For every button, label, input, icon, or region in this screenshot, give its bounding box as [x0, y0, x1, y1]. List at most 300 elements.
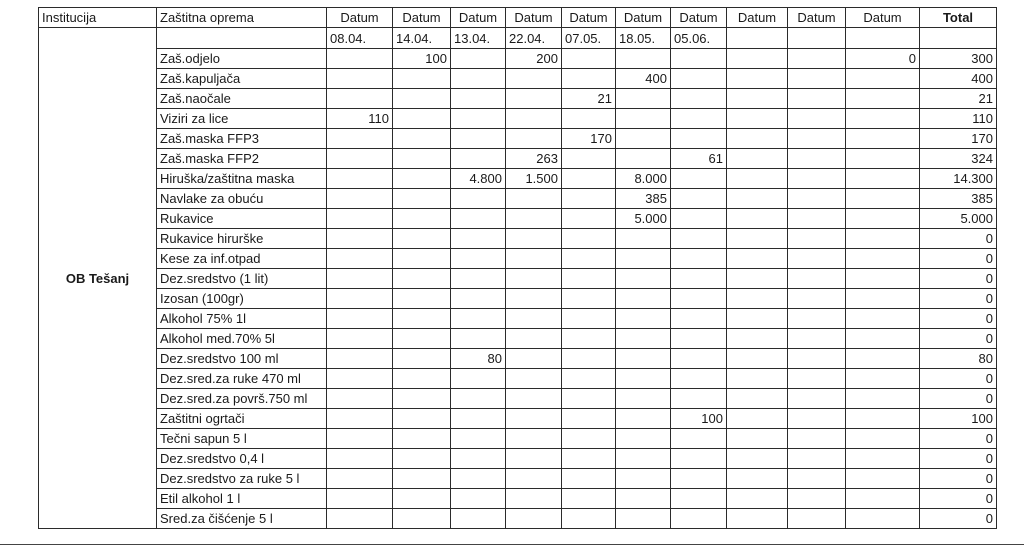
quantity-cell [727, 329, 788, 349]
quantity-cell [727, 69, 788, 89]
quantity-cell [846, 109, 920, 129]
quantity-cell [393, 509, 451, 529]
table-row [39, 489, 997, 509]
date-cell: 13.04. [451, 28, 506, 49]
quantity-cell [846, 309, 920, 329]
row-total: 400 [920, 69, 997, 89]
quantity-cell [451, 329, 506, 349]
row-total: 0 [920, 389, 997, 409]
quantity-cell [788, 229, 846, 249]
quantity-cell [727, 49, 788, 69]
row-total: 0 [920, 449, 997, 469]
quantity-cell [616, 509, 671, 529]
quantity-cell [671, 229, 727, 249]
quantity-cell [788, 449, 846, 469]
row-total: 0 [920, 329, 997, 349]
quantity-cell: 8.000 [616, 169, 671, 189]
quantity-cell [393, 429, 451, 449]
quantity-cell: 110 [327, 109, 393, 129]
equipment-item: Izosan (100gr) [157, 289, 327, 309]
date-header: Datum [327, 8, 393, 28]
quantity-cell [727, 229, 788, 249]
quantity-cell [393, 129, 451, 149]
equipment-item: Alkohol 75% 1l [157, 309, 327, 329]
quantity-cell [562, 469, 616, 489]
quantity-cell [327, 369, 393, 389]
quantity-cell [671, 209, 727, 229]
quantity-cell [616, 269, 671, 289]
quantity-cell [393, 349, 451, 369]
quantity-cell [846, 469, 920, 489]
equipment-item: Dez.sredstvo za ruke 5 l [157, 469, 327, 489]
quantity-cell [671, 169, 727, 189]
row-total: 0 [920, 269, 997, 289]
quantity-cell [451, 509, 506, 529]
quantity-cell [393, 149, 451, 169]
equipment-item: Rukavice hirurške [157, 229, 327, 249]
quantity-cell [671, 349, 727, 369]
table-row [39, 429, 997, 449]
table-row [39, 289, 997, 309]
table-row [39, 369, 997, 389]
table-row [39, 69, 997, 89]
quantity-cell [327, 289, 393, 309]
quantity-cell [788, 109, 846, 129]
table-row [39, 109, 997, 129]
quantity-cell [451, 229, 506, 249]
quantity-cell: 100 [671, 409, 727, 429]
quantity-cell [616, 389, 671, 409]
row-total: 0 [920, 489, 997, 509]
quantity-cell [671, 69, 727, 89]
quantity-cell [727, 209, 788, 229]
quantity-cell [562, 349, 616, 369]
quantity-cell [616, 229, 671, 249]
table-row [39, 49, 997, 69]
quantity-cell [727, 289, 788, 309]
quantity-cell: 170 [562, 129, 616, 149]
quantity-cell [846, 349, 920, 369]
quantity-cell [327, 429, 393, 449]
quantity-cell [327, 129, 393, 149]
row-total: 300 [920, 49, 997, 69]
quantity-cell [451, 449, 506, 469]
quantity-cell [671, 329, 727, 349]
quantity-cell [393, 69, 451, 89]
quantity-cell [327, 309, 393, 329]
quantity-cell [846, 89, 920, 109]
equipment-item: Sred.za čišćenje 5 l [157, 509, 327, 529]
quantity-cell [671, 269, 727, 289]
quantity-cell [616, 49, 671, 69]
quantity-cell: 80 [451, 349, 506, 369]
date-header: Datum [616, 8, 671, 28]
quantity-cell [846, 269, 920, 289]
date-header: Datum [671, 8, 727, 28]
quantity-cell [327, 189, 393, 209]
table-row [39, 89, 997, 109]
row-total: 14.300 [920, 169, 997, 189]
equipment-item: Rukavice [157, 209, 327, 229]
date-row-label [157, 28, 327, 49]
quantity-cell [671, 49, 727, 69]
row-total: 21 [920, 89, 997, 109]
quantity-cell [393, 389, 451, 409]
equipment-item: Zaš.maska FFP2 [157, 149, 327, 169]
quantity-cell [788, 249, 846, 269]
quantity-cell [506, 409, 562, 429]
quantity-cell [327, 49, 393, 69]
quantity-cell [451, 89, 506, 109]
quantity-cell [846, 169, 920, 189]
quantity-cell [562, 389, 616, 409]
quantity-cell [671, 249, 727, 269]
quantity-cell: 1.500 [506, 169, 562, 189]
quantity-cell [727, 149, 788, 169]
quantity-cell [616, 489, 671, 509]
quantity-cell [562, 369, 616, 389]
quantity-cell [327, 249, 393, 269]
quantity-cell [671, 369, 727, 389]
table-row [39, 149, 997, 169]
quantity-cell: 4.800 [451, 169, 506, 189]
quantity-cell [451, 489, 506, 509]
date-row-total [920, 28, 997, 49]
table-body [39, 28, 997, 529]
quantity-cell [393, 249, 451, 269]
equipment-item: Dez.sredstvo (1 lit) [157, 269, 327, 289]
quantity-cell [671, 109, 727, 129]
quantity-cell [788, 169, 846, 189]
quantity-cell [788, 289, 846, 309]
row-total: 0 [920, 289, 997, 309]
quantity-cell [616, 309, 671, 329]
quantity-cell: 5.000 [616, 209, 671, 229]
quantity-cell [727, 509, 788, 529]
equipment-item: Zaš.odjelo [157, 49, 327, 69]
quantity-cell [506, 369, 562, 389]
table-row [39, 229, 997, 249]
quantity-cell [846, 289, 920, 309]
quantity-cell [393, 329, 451, 349]
quantity-cell [616, 109, 671, 129]
quantity-cell [562, 329, 616, 349]
quantity-cell [788, 269, 846, 289]
row-total: 5.000 [920, 209, 997, 229]
equipment-item: Etil alkohol 1 l [157, 489, 327, 509]
quantity-cell [727, 89, 788, 109]
quantity-cell [327, 69, 393, 89]
table-row [39, 349, 997, 369]
quantity-cell [506, 69, 562, 89]
quantity-cell [327, 209, 393, 229]
header-row [39, 8, 997, 28]
quantity-cell [451, 189, 506, 209]
quantity-cell [671, 289, 727, 309]
row-total: 385 [920, 189, 997, 209]
equipment-item: Dez.sred.za površ.750 ml [157, 389, 327, 409]
quantity-cell [727, 309, 788, 329]
quantity-cell [846, 149, 920, 169]
equipment-item: Alkohol med.70% 5l [157, 329, 327, 349]
quantity-cell [506, 209, 562, 229]
date-header: Datum [451, 8, 506, 28]
quantity-cell [506, 389, 562, 409]
quantity-cell [846, 249, 920, 269]
quantity-cell [451, 309, 506, 329]
quantity-cell [506, 109, 562, 129]
quantity-cell: 385 [616, 189, 671, 209]
table-row [39, 329, 997, 349]
quantity-cell [671, 469, 727, 489]
equipment-item: Zaš.naočale [157, 89, 327, 109]
quantity-cell [788, 509, 846, 529]
quantity-cell [727, 409, 788, 429]
quantity-cell [562, 509, 616, 529]
total-header: Total [920, 8, 997, 28]
quantity-cell [562, 289, 616, 309]
quantity-cell [562, 449, 616, 469]
date-row [39, 28, 997, 49]
equipment-sheet [38, 7, 997, 529]
quantity-cell [327, 229, 393, 249]
quantity-cell [451, 369, 506, 389]
quantity-cell [616, 369, 671, 389]
quantity-cell [846, 449, 920, 469]
quantity-cell [506, 309, 562, 329]
quantity-cell [506, 269, 562, 289]
quantity-cell [562, 429, 616, 449]
quantity-cell [788, 89, 846, 109]
quantity-cell [327, 349, 393, 369]
quantity-cell [727, 429, 788, 449]
quantity-cell [727, 469, 788, 489]
quantity-cell [327, 389, 393, 409]
row-total: 0 [920, 509, 997, 529]
row-total: 0 [920, 229, 997, 249]
quantity-cell [562, 489, 616, 509]
quantity-cell [327, 149, 393, 169]
date-header: Datum [506, 8, 562, 28]
date-cell [788, 28, 846, 49]
institution-name: OB Tešanj [39, 28, 157, 529]
quantity-cell [506, 329, 562, 349]
quantity-cell [506, 509, 562, 529]
date-header: Datum [562, 8, 616, 28]
quantity-cell [788, 409, 846, 429]
quantity-cell [616, 89, 671, 109]
date-header: Datum [727, 8, 788, 28]
equipment-table [38, 7, 997, 529]
quantity-cell [616, 329, 671, 349]
table-row [39, 269, 997, 289]
quantity-cell [788, 389, 846, 409]
table-row [39, 189, 997, 209]
quantity-cell [393, 209, 451, 229]
row-total: 0 [920, 369, 997, 389]
quantity-cell [671, 509, 727, 529]
quantity-cell [727, 449, 788, 469]
quantity-cell [562, 409, 616, 429]
date-cell: 07.05. [562, 28, 616, 49]
quantity-cell [451, 429, 506, 449]
date-cell [846, 28, 920, 49]
row-total: 80 [920, 349, 997, 369]
quantity-cell [451, 289, 506, 309]
quantity-cell: 0 [846, 49, 920, 69]
quantity-cell [616, 249, 671, 269]
quantity-cell [671, 389, 727, 409]
equipment-item: Tečni sapun 5 l [157, 429, 327, 449]
equipment-item: Kese za inf.otpad [157, 249, 327, 269]
quantity-cell [562, 189, 616, 209]
quantity-cell [616, 429, 671, 449]
quantity-cell [562, 69, 616, 89]
quantity-cell [506, 249, 562, 269]
date-header: Datum [393, 8, 451, 28]
quantity-cell [393, 469, 451, 489]
quantity-cell [788, 429, 846, 449]
quantity-cell [616, 469, 671, 489]
quantity-cell [616, 349, 671, 369]
quantity-cell [846, 129, 920, 149]
date-cell [727, 28, 788, 49]
row-total: 324 [920, 149, 997, 169]
date-cell: 18.05. [616, 28, 671, 49]
table-row [39, 409, 997, 429]
quantity-cell [727, 169, 788, 189]
table-row [39, 449, 997, 469]
quantity-cell [393, 289, 451, 309]
quantity-cell [506, 289, 562, 309]
table-row [39, 249, 997, 269]
quantity-cell [846, 229, 920, 249]
table-row [39, 469, 997, 489]
quantity-cell [393, 189, 451, 209]
quantity-cell [393, 369, 451, 389]
quantity-cell [727, 369, 788, 389]
equipment-item: Zaš.kapuljača [157, 69, 327, 89]
quantity-cell [846, 389, 920, 409]
quantity-cell [846, 209, 920, 229]
quantity-cell: 400 [616, 69, 671, 89]
quantity-cell [616, 409, 671, 429]
institution-header: Institucija [39, 8, 157, 28]
quantity-cell [327, 409, 393, 429]
quantity-cell [327, 489, 393, 509]
quantity-cell [671, 309, 727, 329]
quantity-cell [562, 309, 616, 329]
quantity-cell [451, 49, 506, 69]
table-row [39, 209, 997, 229]
quantity-cell [327, 89, 393, 109]
quantity-cell [451, 149, 506, 169]
quantity-cell [671, 129, 727, 149]
quantity-cell [562, 149, 616, 169]
quantity-cell [727, 109, 788, 129]
quantity-cell [788, 189, 846, 209]
quantity-cell [788, 369, 846, 389]
quantity-cell [788, 329, 846, 349]
row-total: 100 [920, 409, 997, 429]
table-row [39, 389, 997, 409]
quantity-cell [506, 429, 562, 449]
quantity-cell [846, 189, 920, 209]
quantity-cell [788, 489, 846, 509]
quantity-cell [616, 289, 671, 309]
quantity-cell [671, 429, 727, 449]
quantity-cell [846, 329, 920, 349]
quantity-cell [451, 389, 506, 409]
quantity-cell [506, 229, 562, 249]
equipment-item: Dez.sredstvo 0,4 l [157, 449, 327, 469]
date-cell: 05.06. [671, 28, 727, 49]
date-cell: 22.04. [506, 28, 562, 49]
quantity-cell [451, 249, 506, 269]
quantity-cell [393, 489, 451, 509]
quantity-cell [846, 509, 920, 529]
quantity-cell [727, 269, 788, 289]
quantity-cell [788, 69, 846, 89]
quantity-cell [788, 209, 846, 229]
quantity-cell [451, 409, 506, 429]
quantity-cell: 61 [671, 149, 727, 169]
quantity-cell [451, 129, 506, 149]
date-header: Datum [788, 8, 846, 28]
quantity-cell [393, 169, 451, 189]
quantity-cell [727, 489, 788, 509]
quantity-cell [393, 409, 451, 429]
quantity-cell [327, 509, 393, 529]
quantity-cell [451, 69, 506, 89]
quantity-cell [788, 309, 846, 329]
quantity-cell [788, 349, 846, 369]
quantity-cell [727, 129, 788, 149]
table-row [39, 129, 997, 149]
quantity-cell [451, 469, 506, 489]
quantity-cell [327, 329, 393, 349]
table-row [39, 169, 997, 189]
row-total: 0 [920, 469, 997, 489]
quantity-cell [788, 469, 846, 489]
quantity-cell: 100 [393, 49, 451, 69]
quantity-cell [562, 169, 616, 189]
quantity-cell [846, 489, 920, 509]
quantity-cell [451, 109, 506, 129]
row-total: 0 [920, 309, 997, 329]
quantity-cell [727, 249, 788, 269]
equipment-item: Navlake za obuću [157, 189, 327, 209]
quantity-cell [327, 169, 393, 189]
quantity-cell [506, 449, 562, 469]
quantity-cell [727, 349, 788, 369]
page-bottom-rule [0, 544, 1024, 545]
equipment-item: Hiruška/zaštitna maska [157, 169, 327, 189]
quantity-cell [506, 469, 562, 489]
quantity-cell [671, 89, 727, 109]
quantity-cell [788, 49, 846, 69]
quantity-cell [562, 49, 616, 69]
date-cell: 14.04. [393, 28, 451, 49]
quantity-cell [562, 229, 616, 249]
quantity-cell [506, 89, 562, 109]
row-total: 110 [920, 109, 997, 129]
date-header: Datum [846, 8, 920, 28]
quantity-cell: 200 [506, 49, 562, 69]
quantity-cell [562, 109, 616, 129]
quantity-cell [562, 209, 616, 229]
quantity-cell: 263 [506, 149, 562, 169]
